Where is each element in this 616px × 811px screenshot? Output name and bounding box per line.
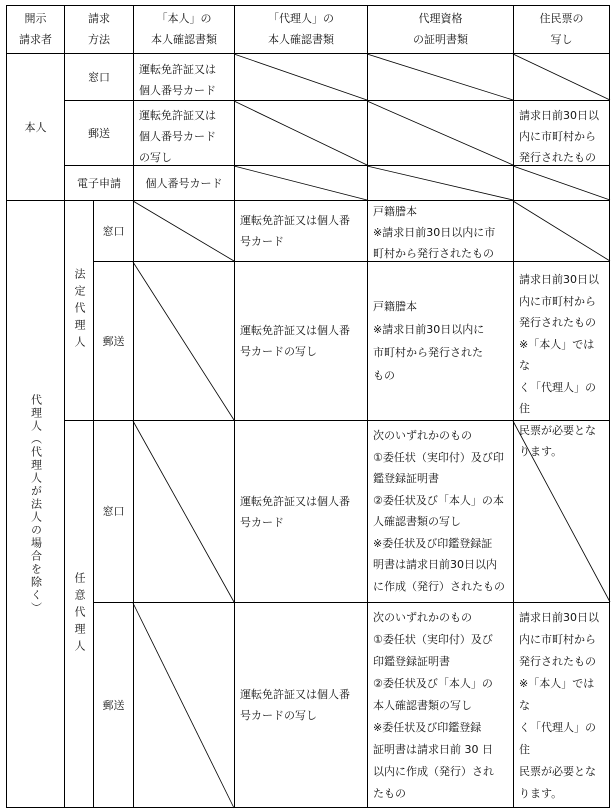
legal-method-mail: 郵送 (102, 334, 125, 348)
header-principal-id: 「本人」の 本人確認書類 (151, 12, 217, 46)
principal-mail-resident-record: 請求日前30日以 内に市町村から 発行されたもの (519, 109, 599, 164)
agent-label: 代理人（代理人が法人の場合を除く） (29, 393, 43, 615)
legal-agent-label: 法定代理人 (73, 268, 86, 353)
principal-mail-principal-id: 運転免許証又は 個人番号カード の写し (139, 109, 216, 164)
legal-counter-qualification: 戸籍謄本 ※請求日前30日以内に市 町村から発行されたもの (373, 205, 496, 260)
voluntary-mail-resident-record: 請求日前30日以 内に市町村から 発行されたもの ※「本人」ではな く「代理人」の住 民票が必要とな ります。 (519, 611, 599, 800)
legal-mail-agent-id: 運転免許証又は個人番 号カードの写し (240, 324, 350, 358)
legal-mail-qualification: 戸籍謄本 ※請求日前30日以内に 市町村から発行された もの (373, 300, 485, 382)
header-requester: 開示 請求者 (19, 12, 52, 46)
voluntary-counter-agent-id: 運転免許証又は個人番 号カード (240, 494, 350, 529)
header-agent-id: 「代理人」の 本人確認書類 (268, 12, 334, 46)
principal-method-mail: 郵送 (88, 126, 110, 140)
principal-online-principal-id: 個人番号カード (145, 176, 223, 190)
principal-counter-principal-id: 運転免許証又は 個人番号カード (139, 63, 216, 97)
header-resident-record: 住民票の 写し (539, 12, 584, 46)
voluntary-method-mail: 郵送 (102, 698, 125, 712)
legal-counter-agent-id: 運転免許証又は個人番 号カード (240, 214, 350, 248)
legal-mail-resident-record: 請求日前30日以 内に市町村から 発行されたもの ※「本人」ではな く「代理人」の住 民票が必要とな ります。 (519, 273, 599, 458)
voluntary-counter-qualification: 次のいずれかのもの ①委任状（実印付）及び印 鑑登録証明書 ②委任状及び「本人」の本 人確認書類の写し ※委任状及び印鑑登録証 明書は請求日前30日以内 に作成（発行）されたもの (373, 429, 505, 593)
principal-label: 本人 (24, 120, 47, 134)
voluntary-agent-label: 任意代理人 (73, 571, 86, 657)
voluntary-mail-qualification: 次のいずれかのもの ①委任状（実印付）及び 印鑑登録証明書 ②委任状及び「本人」の 本人確認書類の写し ※委任状及び印鑑登録 証明書は請求日前 30 日 以内に作成（発行）され たもの (373, 611, 494, 800)
principal-method-online: 電子申請 (77, 176, 121, 190)
header-method: 請求 方法 (88, 12, 110, 46)
header-agent-qualification: 代理資格 の証明書類 (413, 12, 468, 46)
voluntary-mail-agent-id: 運転免許証又は個人番 号カードの写し (240, 688, 350, 722)
legal-method-counter: 窓口 (102, 224, 125, 238)
principal-method-counter: 窓口 (88, 70, 110, 84)
voluntary-method-counter: 窓口 (102, 505, 125, 518)
